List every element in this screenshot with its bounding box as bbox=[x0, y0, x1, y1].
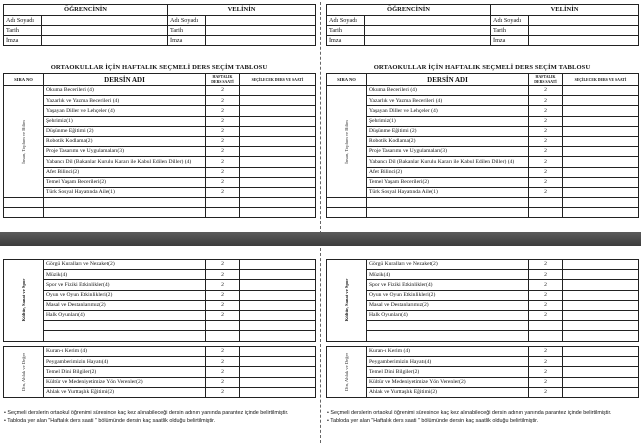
course-selection-field[interactable] bbox=[240, 116, 316, 126]
course-name: Proje Tasarımı ve Uygulamaları(3) bbox=[44, 147, 206, 157]
course-selection-field[interactable] bbox=[240, 300, 316, 310]
course-selection-field[interactable] bbox=[563, 177, 639, 187]
course-name: Halk Oyunları(4) bbox=[44, 310, 206, 320]
course-selection-field[interactable] bbox=[563, 86, 639, 96]
course-hours: 2 bbox=[529, 260, 563, 270]
blank-cell bbox=[327, 208, 367, 218]
header-ders-adi: DERSİN ADI bbox=[44, 74, 206, 86]
table-title: ORTAOKULLAR İÇİN HAFTALIK SEÇMELİ DERS SEÇİM TABLOSU bbox=[373, 64, 591, 71]
course-name: Türk Sosyal Hayatında Aile(1) bbox=[367, 187, 529, 197]
course-hours: 2 bbox=[206, 300, 240, 310]
note-item: • Tabloda yer alan "Haftalık ders saati " bölümünde dersin kaç saatlik olduğu belirtilmiştir. bbox=[327, 417, 539, 424]
header-ders-adi: DERSİN ADI bbox=[367, 74, 529, 86]
course-hours: 2 bbox=[529, 290, 563, 300]
blank-cell[interactable] bbox=[529, 321, 563, 331]
form-copy-left-continued bbox=[3, 246, 315, 441]
group-label-cell bbox=[4, 347, 44, 398]
course-hours: 2 bbox=[529, 280, 563, 290]
course-selection-field[interactable] bbox=[240, 126, 316, 136]
signature-table bbox=[326, 4, 639, 46]
course-selection-field[interactable] bbox=[240, 347, 316, 357]
course-selection-field[interactable] bbox=[240, 367, 316, 377]
group-label: Kültür, Sanat ve Spor bbox=[343, 278, 349, 322]
course-name: Müzik(4) bbox=[44, 270, 206, 280]
parent-signature-label: İmza bbox=[491, 36, 529, 46]
header-haftalik: HAFTALIK DERS SAATİ bbox=[206, 74, 240, 86]
course-name: Oyun ve Oyun Etkinlikleri(2) bbox=[367, 290, 529, 300]
course-name: Kuran-ı Kerim (4) bbox=[367, 347, 529, 357]
student-date-label: Tarih bbox=[4, 26, 42, 36]
course-hours: 2 bbox=[206, 270, 240, 280]
note-text: Tabloda yer alan "Haftalık ders saati " bölümünde dersin kaç saatlik olduğu belirtilmiştir. bbox=[330, 417, 539, 424]
signature-table bbox=[3, 4, 316, 46]
course-hours: 2 bbox=[206, 177, 240, 187]
course-hours: 2 bbox=[529, 147, 563, 157]
course-name: Okuma Becerileri (4) bbox=[44, 86, 206, 96]
course-name: Görgü Kuralları ve Nezaket(2) bbox=[44, 260, 206, 270]
form-copy-left bbox=[3, 0, 315, 232]
parent-header: VELİNİN bbox=[491, 5, 639, 16]
course-hours: 2 bbox=[529, 357, 563, 367]
course-name: Afet Bilinci(2) bbox=[44, 167, 206, 177]
course-selection-field[interactable] bbox=[563, 377, 639, 387]
notes-block bbox=[3, 410, 315, 426]
group-label-cell bbox=[4, 260, 44, 342]
course-name: Yazarlık ve Yazma Becerileri (4) bbox=[367, 96, 529, 106]
course-hours: 2 bbox=[529, 187, 563, 197]
group-label-cell bbox=[327, 347, 367, 398]
course-selection-field[interactable] bbox=[563, 300, 639, 310]
course-hours: 2 bbox=[529, 300, 563, 310]
course-selection-field[interactable] bbox=[240, 357, 316, 367]
course-name: Temel Yaşam Becerileri(2) bbox=[44, 177, 206, 187]
course-selection-field[interactable] bbox=[240, 387, 316, 397]
course-name: Oyun ve Oyun Etkinlikleri(2) bbox=[44, 290, 206, 300]
course-name: Temel Dini Bilgiler(2) bbox=[44, 367, 206, 377]
course-selection-field[interactable] bbox=[563, 147, 639, 157]
blank-cell[interactable] bbox=[206, 198, 240, 208]
course-name: Masal ve Destanlarımız(2) bbox=[44, 300, 206, 310]
course-selection-field[interactable] bbox=[563, 157, 639, 167]
course-name: Müzik(4) bbox=[367, 270, 529, 280]
table-title: ORTAOKULLAR İÇİN HAFTALIK SEÇMELİ DERS SEÇİM TABLOSU bbox=[50, 64, 268, 71]
blank-cell[interactable] bbox=[240, 208, 316, 218]
course-selection-field[interactable] bbox=[240, 167, 316, 177]
blank-cell[interactable] bbox=[529, 198, 563, 208]
header-sira-no: SIRA NO bbox=[4, 74, 44, 86]
group-label-cell bbox=[327, 260, 367, 342]
course-hours: 2 bbox=[529, 377, 563, 387]
blank-cell[interactable] bbox=[240, 198, 316, 208]
course-selection-field[interactable] bbox=[563, 280, 639, 290]
course-name: Peygamberimizin Hayatı(4) bbox=[44, 357, 206, 367]
parent-name-label: Adı Soyadı bbox=[491, 16, 529, 26]
course-hours: 2 bbox=[529, 157, 563, 167]
blank-cell[interactable] bbox=[206, 331, 240, 341]
header-haftalik: HAFTALIK DERS SAATİ bbox=[529, 74, 563, 86]
blank-cell[interactable] bbox=[529, 208, 563, 218]
blank-cell[interactable] bbox=[206, 208, 240, 218]
course-hours: 2 bbox=[206, 86, 240, 96]
parent-signature-field[interactable] bbox=[206, 36, 316, 46]
course-selection-field[interactable] bbox=[563, 96, 639, 106]
course-hours: 2 bbox=[529, 347, 563, 357]
course-name: Robotik Kodlama(2) bbox=[44, 136, 206, 146]
course-name: Spor ve Fiziki Etkinlikler(4) bbox=[367, 280, 529, 290]
course-hours: 2 bbox=[206, 357, 240, 367]
course-selection-field[interactable] bbox=[240, 187, 316, 197]
course-table-religion bbox=[3, 346, 316, 398]
course-hours: 2 bbox=[529, 96, 563, 106]
course-selection-field[interactable] bbox=[240, 310, 316, 320]
student-signature-field[interactable] bbox=[42, 36, 168, 46]
group-label: İnsan, Toplum ve Bilim bbox=[343, 119, 349, 164]
course-name: Yaşayan Diller ve Lehçeler (4) bbox=[367, 106, 529, 116]
blank-cell bbox=[4, 208, 44, 218]
course-hours: 2 bbox=[529, 106, 563, 116]
course-selection-field[interactable] bbox=[563, 167, 639, 177]
course-selection-field[interactable] bbox=[563, 136, 639, 146]
course-name: Ahlak ve Yurttaşlık Eğitimi(2) bbox=[44, 387, 206, 397]
blank-cell[interactable] bbox=[367, 198, 529, 208]
parent-date-label: Tarih bbox=[168, 26, 206, 36]
blank-cell[interactable] bbox=[529, 331, 563, 341]
course-selection-field[interactable] bbox=[240, 157, 316, 167]
blank-cell bbox=[327, 198, 367, 208]
blank-cell[interactable] bbox=[367, 208, 529, 218]
cut-line bbox=[320, 248, 321, 443]
course-selection-field[interactable] bbox=[240, 136, 316, 146]
course-name: Kuran-ı Kerim (4) bbox=[44, 347, 206, 357]
blank-cell[interactable] bbox=[44, 198, 206, 208]
course-hours: 2 bbox=[206, 157, 240, 167]
note-item: • Tabloda yer alan "Haftalık ders saati " bölümünde dersin kaç saatlik olduğu belirtilmiştir. bbox=[4, 417, 216, 424]
course-hours: 2 bbox=[529, 126, 563, 136]
course-name: Robotik Kodlama(2) bbox=[367, 136, 529, 146]
course-hours: 2 bbox=[206, 187, 240, 197]
course-hours: 2 bbox=[529, 116, 563, 126]
course-selection-field[interactable] bbox=[240, 270, 316, 280]
header-secilecek: SEÇİLECEK DERS VE SAATİ bbox=[563, 74, 639, 86]
course-hours: 2 bbox=[529, 136, 563, 146]
form-copy-right bbox=[326, 0, 638, 232]
course-hours: 2 bbox=[529, 177, 563, 187]
student-signature-label: İmza bbox=[4, 36, 42, 46]
course-hours: 2 bbox=[206, 96, 240, 106]
student-header: ÖĞRENCİNİN bbox=[4, 5, 168, 16]
course-selection-field[interactable] bbox=[563, 126, 639, 136]
blank-cell[interactable] bbox=[44, 208, 206, 218]
blank-cell[interactable] bbox=[206, 321, 240, 331]
parent-signature-field[interactable] bbox=[529, 36, 639, 46]
course-hours: 2 bbox=[206, 116, 240, 126]
parent-name-label: Adı Soyadı bbox=[168, 16, 206, 26]
course-name: Temel Dini Bilgiler(2) bbox=[367, 367, 529, 377]
course-name: Ahlak ve Yurttaşlık Eğitimi(2) bbox=[367, 387, 529, 397]
course-name: Kültür ve Medeniyetimize Yön Verenler(2) bbox=[44, 377, 206, 387]
group-label: Din, Ahlak ve Değer bbox=[20, 352, 26, 391]
course-name: Türk Sosyal Hayatında Aile(1) bbox=[44, 187, 206, 197]
course-selection-field[interactable] bbox=[563, 116, 639, 126]
student-name-field[interactable] bbox=[42, 16, 168, 26]
course-name: Şehrimiz(1) bbox=[367, 116, 529, 126]
note-text: Seçmeli derslerin ortaokul öğrenimi süresince kaç kez alınabileceği dersin adının yanında parantez içinde belirtilmiştir. bbox=[330, 410, 612, 416]
blank-cell bbox=[4, 198, 44, 208]
page-separator bbox=[0, 232, 641, 246]
form-page-bottom bbox=[0, 246, 641, 441]
course-selection-field[interactable] bbox=[240, 147, 316, 157]
course-name: Spor ve Fiziki Etkinlikler(4) bbox=[44, 280, 206, 290]
course-selection-field[interactable] bbox=[563, 367, 639, 377]
course-name: Kültür ve Medeniyetimize Yön Verenler(2) bbox=[367, 377, 529, 387]
course-selection-field[interactable] bbox=[563, 260, 639, 270]
course-selection-field[interactable] bbox=[563, 106, 639, 116]
course-name: Görgü Kuralları ve Nezaket(2) bbox=[367, 260, 529, 270]
parent-header: VELİNİN bbox=[168, 5, 316, 16]
course-hours: 2 bbox=[529, 367, 563, 377]
blank-cell[interactable] bbox=[563, 208, 639, 218]
course-selection-field[interactable] bbox=[240, 377, 316, 387]
student-name-field[interactable] bbox=[365, 16, 491, 26]
blank-cell[interactable] bbox=[240, 331, 316, 341]
course-name: Okuma Becerileri (4) bbox=[367, 86, 529, 96]
group-label: Kültür, Sanat ve Spor bbox=[20, 278, 26, 322]
blank-cell[interactable] bbox=[240, 321, 316, 331]
course-selection-field[interactable] bbox=[563, 387, 639, 397]
course-selection-field[interactable] bbox=[240, 86, 316, 96]
course-name: Afet Bilinci(2) bbox=[367, 167, 529, 177]
student-date-field[interactable] bbox=[42, 26, 168, 36]
course-hours: 2 bbox=[206, 280, 240, 290]
course-selection-field[interactable] bbox=[563, 347, 639, 357]
group-label-cell bbox=[4, 86, 44, 198]
course-name: Proje Tasarımı ve Uygulamaları(3) bbox=[367, 147, 529, 157]
course-selection-field[interactable] bbox=[240, 260, 316, 270]
student-name-label: Adı Soyadı bbox=[327, 16, 365, 26]
course-hours: 2 bbox=[206, 377, 240, 387]
blank-cell[interactable] bbox=[563, 198, 639, 208]
blank-cell[interactable] bbox=[44, 331, 206, 341]
header-sira-no: SIRA NO bbox=[327, 74, 367, 86]
course-selection-field[interactable] bbox=[240, 280, 316, 290]
course-name: Yazarlık ve Yazma Becerileri (4) bbox=[44, 96, 206, 106]
parent-name-field[interactable] bbox=[529, 16, 639, 26]
course-name: Masal ve Destanlarımız(2) bbox=[367, 300, 529, 310]
course-selection-field[interactable] bbox=[563, 310, 639, 320]
course-table-culture bbox=[3, 259, 316, 342]
course-selection-field[interactable] bbox=[563, 270, 639, 280]
course-hours: 2 bbox=[206, 106, 240, 116]
course-hours: 2 bbox=[206, 167, 240, 177]
course-hours: 2 bbox=[206, 260, 240, 270]
blank-cell[interactable] bbox=[563, 321, 639, 331]
blank-cell[interactable] bbox=[44, 321, 206, 331]
course-hours: 2 bbox=[529, 86, 563, 96]
header-secilecek: SEÇİLECEK DERS VE SAATİ bbox=[240, 74, 316, 86]
group-label: Din, Ahlak ve Değer bbox=[343, 352, 349, 391]
blank-cell[interactable] bbox=[367, 331, 529, 341]
note-item: • Seçmeli derslerin ortaokul öğrenimi süresince kaç kez alınabileceği dersin adının yanında parantez içinde belirtilmiştir. bbox=[4, 410, 289, 416]
course-name: Halk Oyunları(4) bbox=[367, 310, 529, 320]
course-name: Yaşayan Diller ve Lehçeler (4) bbox=[44, 106, 206, 116]
course-hours: 2 bbox=[206, 347, 240, 357]
course-name: Düşünme Eğitimi (2) bbox=[367, 126, 529, 136]
blank-cell[interactable] bbox=[563, 331, 639, 341]
student-signature-label: İmza bbox=[327, 36, 365, 46]
course-name: Şehrimiz(1) bbox=[44, 116, 206, 126]
student-header: ÖĞRENCİNİN bbox=[327, 5, 491, 16]
course-hours: 2 bbox=[206, 310, 240, 320]
parent-date-label: Tarih bbox=[491, 26, 529, 36]
course-selection-field[interactable] bbox=[563, 290, 639, 300]
course-selection-field[interactable] bbox=[240, 290, 316, 300]
course-name: Peygamberimizin Hayatı(4) bbox=[367, 357, 529, 367]
course-hours: 2 bbox=[529, 310, 563, 320]
course-name: Yabancı Dil (Bakanlar Kurulu Kararı ile Kabul Edilen Diller) (4) bbox=[367, 157, 529, 167]
course-selection-field[interactable] bbox=[563, 187, 639, 197]
parent-signature-label: İmza bbox=[168, 36, 206, 46]
parent-date-field[interactable] bbox=[529, 26, 639, 36]
form-copy-right-continued bbox=[326, 246, 638, 441]
course-hours: 2 bbox=[529, 270, 563, 280]
cut-line bbox=[320, 2, 321, 234]
note-text: Tabloda yer alan "Haftalık ders saati " bölümünde dersin kaç saatlik olduğu belirtilmiştir. bbox=[7, 417, 216, 424]
student-date-field[interactable] bbox=[365, 26, 491, 36]
course-table-top bbox=[326, 73, 639, 218]
course-hours: 2 bbox=[206, 367, 240, 377]
student-signature-field[interactable] bbox=[365, 36, 491, 46]
course-name: Düşünme Eğitimi (2) bbox=[44, 126, 206, 136]
course-hours: 2 bbox=[206, 147, 240, 157]
student-date-label: Tarih bbox=[327, 26, 365, 36]
course-selection-field[interactable] bbox=[563, 357, 639, 367]
course-hours: 2 bbox=[206, 126, 240, 136]
parent-date-field[interactable] bbox=[206, 26, 316, 36]
course-hours: 2 bbox=[529, 387, 563, 397]
course-selection-field[interactable] bbox=[240, 106, 316, 116]
parent-name-field[interactable] bbox=[206, 16, 316, 26]
note-text: Seçmeli derslerin ortaokul öğrenimi süresince kaç kez alınabileceği dersin adının yanında parantez içinde belirtilmiştir. bbox=[7, 410, 289, 416]
group-label-cell bbox=[327, 86, 367, 198]
course-hours: 2 bbox=[206, 387, 240, 397]
course-hours: 2 bbox=[206, 290, 240, 300]
course-name: Temel Yaşam Becerileri(2) bbox=[367, 177, 529, 187]
course-table-culture bbox=[326, 259, 639, 342]
blank-cell[interactable] bbox=[367, 321, 529, 331]
notes-block bbox=[326, 410, 638, 426]
course-selection-field[interactable] bbox=[240, 96, 316, 106]
student-name-label: Adı Soyadı bbox=[4, 16, 42, 26]
course-hours: 2 bbox=[529, 167, 563, 177]
course-selection-field[interactable] bbox=[240, 177, 316, 187]
group-label: İnsan, Toplum ve Bilim bbox=[20, 119, 26, 164]
course-table-top bbox=[3, 73, 316, 218]
course-name: Yabancı Dil (Bakanlar Kurulu Kararı ile Kabul Edilen Diller) (4) bbox=[44, 157, 206, 167]
course-table-religion bbox=[326, 346, 639, 398]
course-hours: 2 bbox=[206, 136, 240, 146]
note-item: • Seçmeli derslerin ortaokul öğrenimi süresince kaç kez alınabileceği dersin adının yanında parantez içinde belirtilmiştir. bbox=[327, 410, 612, 416]
